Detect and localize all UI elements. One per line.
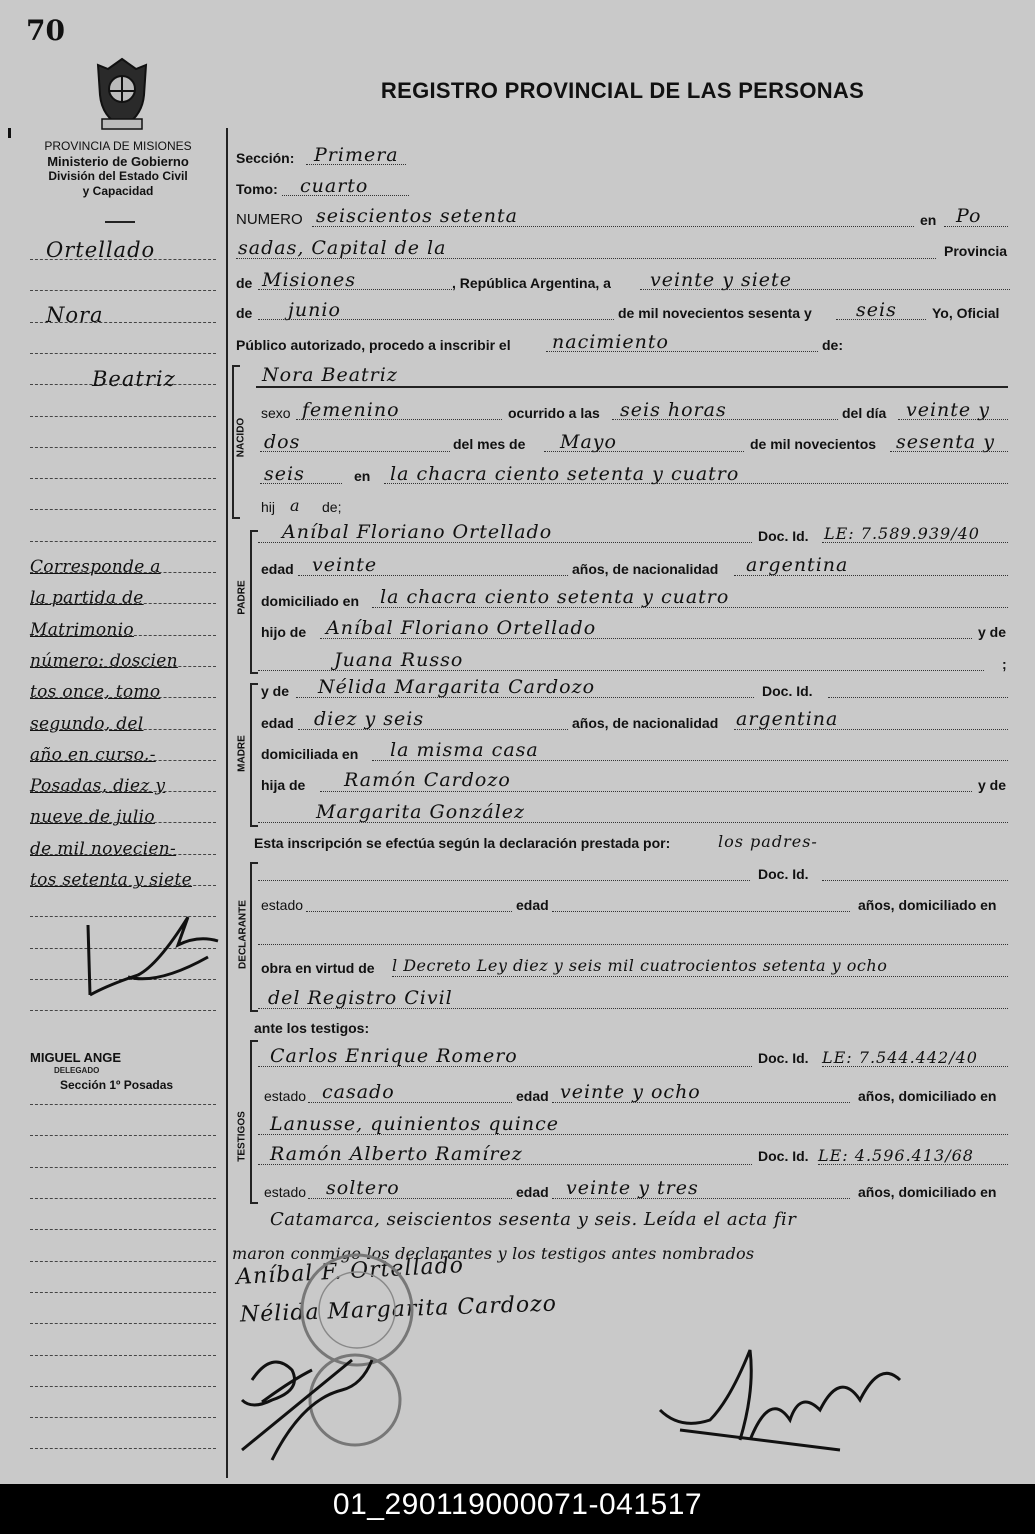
value-date-day: veinte y siete — [650, 269, 792, 291]
margin-annotation-line: año en curso.- — [30, 744, 156, 765]
value-hora: seis horas — [620, 399, 727, 421]
margin-annotation-line: Corresponde a — [30, 557, 161, 577]
value-city-part-a: Po — [956, 205, 982, 227]
rule-padre-edad — [298, 575, 568, 576]
label-declarante-estado: estado — [261, 897, 304, 913]
value-hij-suffix: a — [290, 496, 301, 515]
value-dia-a: veinte y — [906, 399, 990, 421]
label-provincia: Provincia — [944, 243, 1008, 259]
rule-sexo — [296, 419, 502, 420]
value-madre-madre: Margarita González — [316, 801, 526, 823]
value-testigo2-edad: veinte y tres — [566, 1177, 699, 1199]
label-del-mes: del mes de — [453, 436, 526, 452]
rule-city-a — [944, 226, 1008, 227]
value-testigo1-doc: LE: 7.544.442/40 — [822, 1048, 978, 1067]
margin-mark — [8, 128, 11, 138]
margin-annotation-line: de mil novecien- — [30, 838, 177, 859]
rule-testigo1-edad — [552, 1102, 850, 1103]
sidebar-rule — [30, 1261, 216, 1263]
rule-padre-hijo-de — [320, 638, 972, 639]
label-testigo2-doc: Doc. Id. — [758, 1148, 809, 1164]
heading-rule — [105, 221, 135, 223]
label-yo-oficial: Yo, Oficial — [932, 305, 1000, 321]
rule-madre-edad — [298, 729, 568, 730]
margin-annotation-line: Matrimonio — [30, 619, 134, 640]
section-label-declarante: DECLARANTE — [237, 900, 249, 969]
section-label-testigos: TESTIGOS — [236, 1111, 248, 1162]
testigos-bracket — [250, 1040, 258, 1204]
rule-testigo2-estado — [308, 1198, 512, 1199]
signature-mother: Nélida Margarita Cardozo — [239, 1291, 558, 1328]
value-padre-nombre: Aníbal Floriano Ortellado — [282, 521, 553, 543]
page-number: 70 — [26, 14, 65, 47]
rule-date-year — [836, 319, 926, 320]
value-dia-b: dos — [264, 431, 301, 453]
value-padre-domicilio: la chacra ciento setenta y cuatro — [380, 586, 730, 608]
rule-padre-madre — [258, 670, 984, 671]
sidebar-rule — [30, 1229, 216, 1231]
value-madre-hija-de: Ramón Cardozo — [344, 769, 511, 791]
signature-father: Aníbal F. Ortellado — [235, 1253, 465, 1290]
value-province: Misiones — [262, 269, 357, 291]
label-padre-doc: Doc. Id. — [758, 528, 809, 544]
label-padre-y-de: y de — [978, 624, 1007, 640]
value-obra-virtud-a: l Decreto Ley diez y seis mil cuatrocientos setenta y ocho — [392, 956, 888, 975]
sidebar-rule — [30, 1167, 216, 1169]
sidebar-rule — [30, 1198, 216, 1200]
value-declarante: los padres- — [718, 832, 818, 851]
value-cierre: maron conmigo los declarantes y los testigos antes nombrados — [232, 1244, 755, 1263]
label-sexo: sexo — [261, 405, 291, 421]
label-padre-semicolon: ; — [1002, 656, 1007, 672]
rule-declarante-nombre — [258, 880, 750, 881]
sidebar-rule — [30, 1104, 216, 1106]
label-republica: , República Argentina, a — [452, 275, 611, 291]
rule-testigo1-nombre — [258, 1066, 752, 1067]
label-declarante-edad: edad — [516, 897, 549, 913]
rule-madre-hija-de — [320, 791, 972, 792]
label-tomo: Tomo: — [236, 181, 278, 197]
label-testigo1-estado: estado — [264, 1088, 307, 1104]
value-padre-nac: argentina — [746, 554, 849, 576]
rule-testigo2-nombre — [258, 1164, 752, 1165]
rule-declarante-estado — [306, 911, 512, 912]
sidebar-rule — [30, 478, 216, 480]
official-stamp-title: DELEGADO — [54, 1066, 100, 1075]
sidebar-rule — [30, 290, 216, 292]
official-signature — [640, 1330, 940, 1470]
sidebar-rule — [30, 1386, 216, 1388]
margin-annotation-line: segundo, del — [30, 713, 144, 734]
section-label-nacido: NACIDO — [235, 417, 247, 458]
section-label-madre: MADRE — [236, 735, 248, 772]
margin-first-name: Nora — [46, 303, 104, 327]
padre-bracket — [250, 530, 258, 674]
label-esta-inscripcion: Esta inscripción se efectúa según la declaración prestada por: — [254, 835, 671, 851]
official-stamp-name: MIGUEL ANGE — [30, 1050, 122, 1065]
rule-acto — [546, 351, 818, 352]
label-madre-doc: Doc. Id. — [762, 683, 813, 699]
column-divider — [226, 128, 228, 1478]
value-city-part-b: sadas, Capital de la — [238, 237, 447, 259]
rule-date-month — [258, 319, 614, 320]
rule-anio-a — [890, 451, 1008, 452]
rule-padre-domicilio — [372, 607, 1008, 608]
rule-madre-nombre — [296, 697, 754, 698]
label-madre-domicilio: domiciliada en — [261, 746, 359, 762]
margin-annotation-line: Posadas, diez y — [30, 776, 166, 797]
rule-declarante-domicilio — [258, 944, 1008, 945]
rule-padre-nombre — [258, 542, 752, 543]
rule-madre-madre — [258, 822, 1008, 823]
value-date-year: seis — [856, 299, 897, 321]
rule-madre-doc — [828, 697, 1008, 698]
value-testigo2-estado: soltero — [326, 1177, 400, 1199]
label-testigo2-domicilio: años, domiciliado en — [858, 1184, 997, 1200]
rule-date-day — [640, 289, 1010, 290]
value-tomo: cuarto — [300, 175, 369, 197]
value-madre-nombre: Nélida Margarita Cardozo — [318, 676, 596, 698]
rule-testigo1-doc — [822, 1066, 1008, 1067]
rule-province — [258, 289, 452, 290]
rule-madre-nac — [734, 729, 1008, 730]
rule-anio-b — [260, 483, 342, 484]
rule-lugar — [384, 483, 1008, 484]
rule-testigo1-domicilio — [258, 1134, 1008, 1135]
value-testigo1-edad: veinte y ocho — [560, 1081, 701, 1103]
label-testigo1-edad: edad — [516, 1088, 549, 1104]
label-de-semicolon: de; — [322, 499, 342, 515]
label-padre-nac: años, de nacionalidad — [572, 561, 719, 577]
sidebar-rule — [30, 1448, 216, 1450]
label-ante-testigos: ante los testigos: — [254, 1020, 370, 1036]
value-padre-doc: LE: 7.589.939/40 — [824, 524, 980, 543]
value-testigo2-domicilio: Catamarca, seiscientos sesenta y seis. Leída el acta fir — [270, 1209, 797, 1230]
label-testigo1-domicilio: años, domiciliado en — [858, 1088, 997, 1104]
label-hij: hij — [261, 499, 276, 515]
value-testigo1-estado: casado — [322, 1081, 395, 1103]
madre-bracket — [250, 683, 258, 827]
rule-hora — [612, 419, 838, 420]
value-testigo1-nombre: Carlos Enrique Romero — [270, 1045, 518, 1067]
margin-annotation-line: tos once, tomo — [30, 682, 161, 703]
rule-mes — [544, 451, 744, 452]
footer-file-id: 01_290119000071-041517 — [332, 1488, 703, 1521]
rule-dia-a — [898, 419, 1008, 420]
label-de-2: de — [236, 305, 253, 321]
label-de: de — [236, 275, 253, 291]
value-madre-domicilio: la misma casa — [390, 739, 539, 761]
margin-annotation-line: nueve de julio — [30, 807, 155, 828]
sidebar-rule — [30, 1292, 216, 1294]
margin-signature — [68, 905, 238, 1005]
declarante-bracket — [250, 862, 258, 1012]
value-madre-edad: diez y seis — [314, 708, 425, 730]
value-padre-hijo-de: Aníbal Floriano Ortellado — [326, 617, 597, 639]
value-testigo2-nombre: Ramón Alberto Ramírez — [270, 1143, 523, 1165]
label-padre-domicilio: domiciliado en — [261, 593, 360, 609]
margin-annotation-line: número: doscien — [30, 650, 178, 671]
sidebar-rule — [30, 509, 216, 511]
rule-testigo2-doc — [818, 1164, 1008, 1165]
value-numero: seiscientos setenta — [316, 205, 518, 227]
label-del-dia: del día — [842, 405, 887, 421]
province-name: PROVINCIA DE MISIONES — [44, 139, 192, 153]
label-madre-edad: edad — [261, 715, 294, 731]
sidebar-rule — [30, 1417, 216, 1419]
sidebar-rule — [30, 447, 216, 449]
value-date-month: junio — [288, 299, 341, 321]
value-testigo2-doc: LE: 4.596.413/68 — [818, 1146, 974, 1165]
official-stamp-section: Sección 1º Posadas — [60, 1078, 174, 1092]
division-capacity: y Capacidad — [82, 184, 154, 198]
sidebar-rule — [30, 1010, 216, 1012]
label-de-mil: de mil novecientos — [750, 436, 877, 452]
sidebar-rule — [30, 1135, 216, 1137]
margin-annotation-line: tos setenta y siete — [30, 870, 193, 890]
rule-testigo1-estado — [308, 1102, 512, 1103]
margin-middle-name: Beatriz — [92, 367, 176, 391]
label-ocurrido: ocurrido a las — [508, 405, 600, 421]
rule-obra-virtud-b — [258, 1008, 1008, 1009]
value-mes: Mayo — [560, 431, 617, 453]
sidebar-rule — [30, 353, 216, 355]
label-de-colon: de: — [822, 337, 843, 353]
sidebar-rule — [30, 1323, 216, 1325]
value-padre-madre: Juana Russo — [334, 649, 464, 671]
section-label-padre: PADRE — [236, 580, 248, 615]
value-anio-b: seis — [264, 463, 305, 485]
value-anio-a: sesenta y — [896, 431, 995, 453]
value-seccion: Primera — [314, 144, 399, 166]
sidebar-rule — [30, 541, 216, 543]
label-year-prefix: de mil novecientos sesenta y — [618, 305, 812, 321]
value-lugar: la chacra ciento setenta y cuatro — [390, 463, 740, 485]
label-testigo1-doc: Doc. Id. — [758, 1050, 809, 1066]
value-acto: nacimiento — [552, 331, 669, 353]
label-testigo2-edad: edad — [516, 1184, 549, 1200]
label-numero: NUMERO — [236, 211, 303, 228]
rule-declarante-edad — [552, 911, 850, 912]
witness-signatures — [232, 1340, 422, 1480]
rule-madre-domicilio — [372, 760, 1008, 761]
margin-annotation-line: la partida de — [30, 588, 144, 609]
value-nacido-nombre: Nora Beatriz — [262, 364, 398, 386]
rule-padre-nac — [734, 575, 1008, 576]
label-declarante-domicilio: años, domiciliado en — [858, 897, 997, 913]
value-madre-nac: argentina — [736, 708, 839, 730]
label-declarante-doc: Doc. Id. — [758, 866, 809, 882]
rule-obra-virtud-a — [392, 976, 1008, 977]
label-madre-nac: años, de nacionalidad — [572, 715, 719, 731]
sidebar-rule — [30, 416, 216, 418]
issuer-block — [20, 139, 216, 199]
document-title: REGISTRO PROVINCIAL DE LAS PERSONAS — [380, 78, 865, 103]
label-madre-y-de-2: y de — [978, 777, 1007, 793]
label-padre-hijo-de: hijo de — [261, 624, 307, 640]
sidebar-rule — [30, 1355, 216, 1357]
rule-padre-doc — [822, 542, 1008, 543]
label-seccion: Sección: — [236, 150, 295, 166]
rule-nacido-top — [256, 386, 1008, 388]
value-padre-edad: veinte — [312, 554, 378, 576]
label-padre-edad: edad — [261, 561, 294, 577]
rule-city-b — [236, 258, 936, 259]
label-obra-en-virtud: obra en virtud de — [261, 960, 375, 976]
rule-testigo2-edad — [552, 1198, 850, 1199]
label-en-lugar: en — [354, 468, 371, 484]
value-testigo1-domicilio: Lanusse, quinientos quince — [270, 1113, 559, 1135]
label-testigo2-estado: estado — [264, 1184, 307, 1200]
label-madre-y-de: y de — [261, 683, 290, 699]
value-sexo: femenino — [302, 399, 400, 421]
label-publico: Público autorizado, procedo a inscribir el — [236, 337, 511, 353]
rule-declarante-doc — [822, 880, 1008, 881]
division-name: División del Estado Civil — [48, 169, 188, 183]
rule-dia-b — [260, 451, 450, 452]
margin-surname: Ortellado — [46, 238, 156, 262]
value-obra-virtud-b: del Registro Civil — [268, 987, 453, 1009]
label-en: en — [920, 212, 937, 228]
label-madre-hija-de: hija de — [261, 777, 306, 793]
ministry-name: Ministerio de Gobierno — [47, 154, 189, 169]
